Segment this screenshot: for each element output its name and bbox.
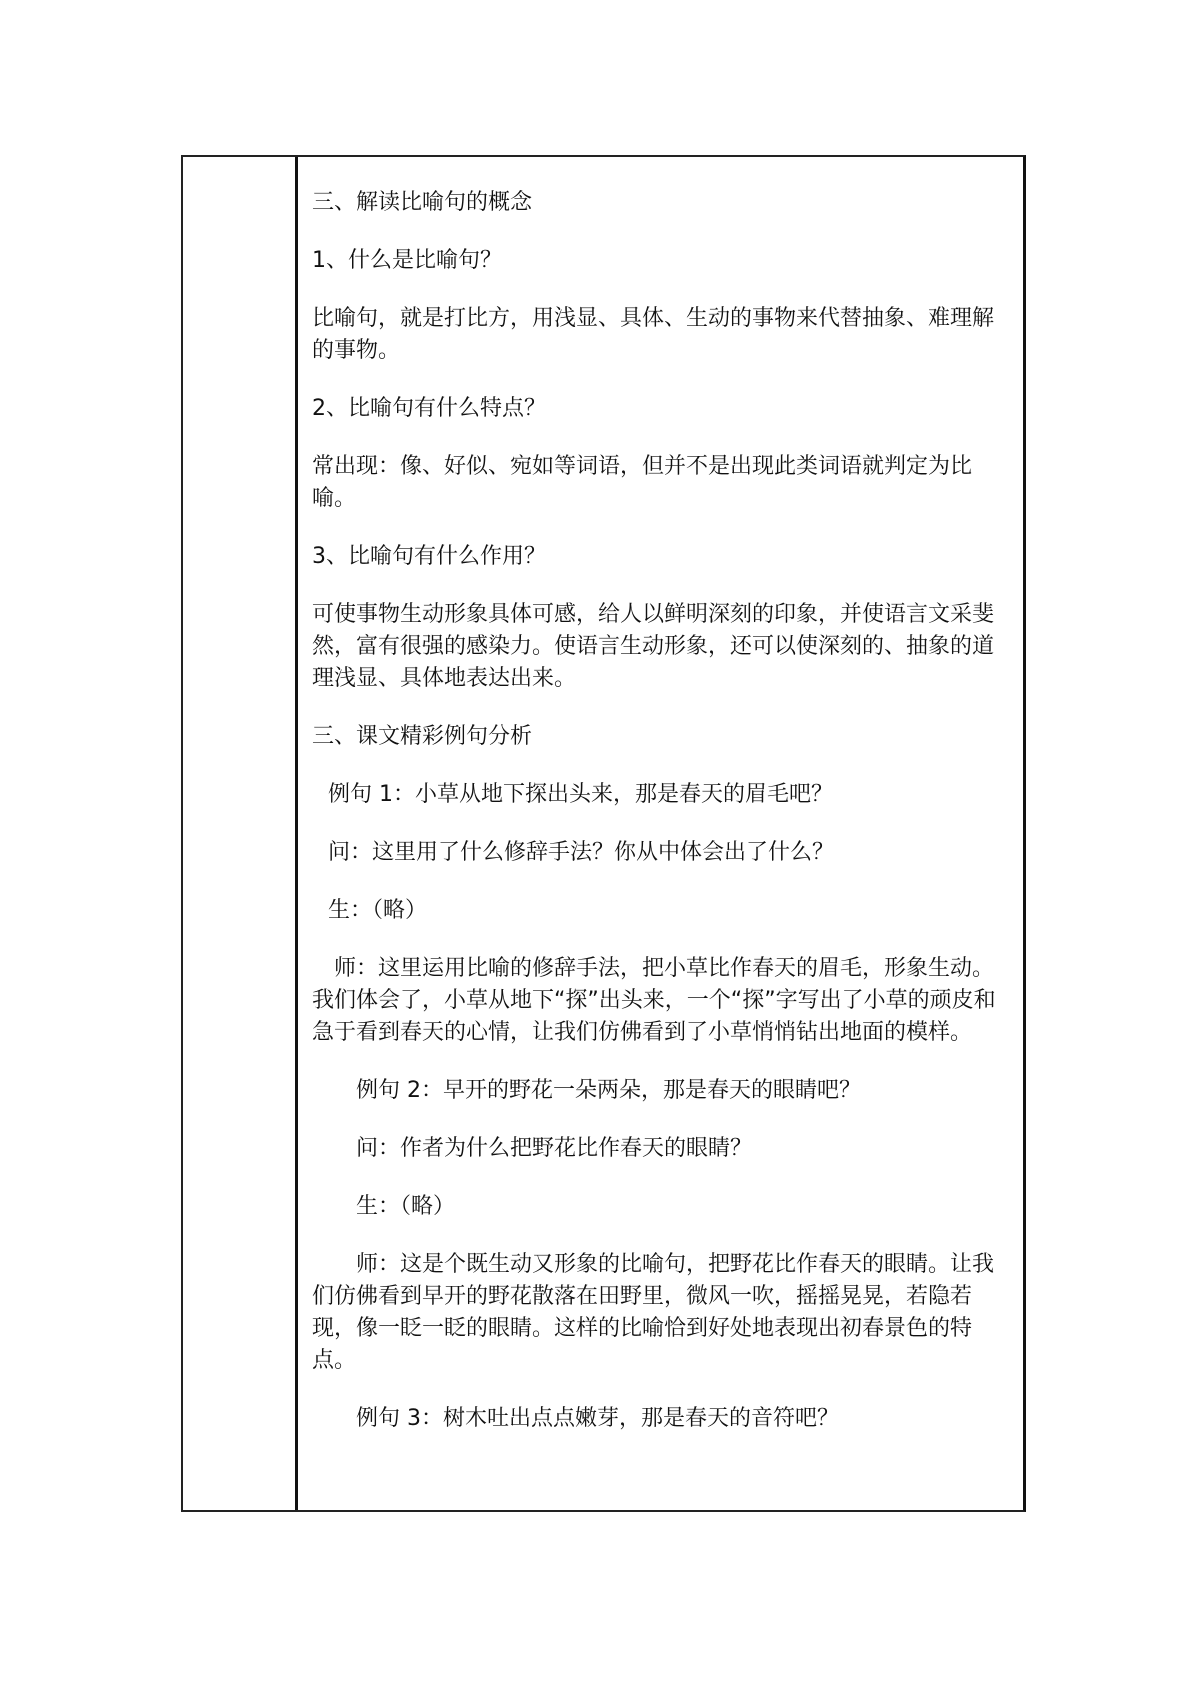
example-1-student: 生：（略） xyxy=(328,898,428,923)
example-1-question: 问：这里用了什么修辞手法？你从中体会出了什么？ xyxy=(328,840,835,865)
question-3: 3、比喻句有什么作用？ xyxy=(312,544,546,569)
question-1: 1、什么是比喻句？ xyxy=(312,248,502,273)
heading-concept: 三、解读比喻句的概念 xyxy=(312,190,533,215)
answer-3: 可使事物生动形象具体可感，给人以鲜明深刻的印象，并使语言文采斐然，富有很强的感染力。使语言生动形象，还可以使深刻的、抽象的道理浅显、具体地表达出来。 xyxy=(312,602,995,691)
example-1: 例句 1：小草从地下探出头来，那是春天的眉毛吧？ xyxy=(328,782,833,807)
lesson-table xyxy=(181,155,1026,1512)
example-1-teacher: 师：这里运用比喻的修辞手法，把小草比作春天的眉毛，形象生动。我们体会了，小草从地下“探”出头来，一个“探”字写出了小草的顽皮和急于看到春天的心情，让我们仿佛看到了小草悄悄钻出地面的模样。 xyxy=(312,956,996,1045)
answer-1: 比喻句，就是打比方，用浅显、具体、生动的事物来代替抽象、难理解的事物。 xyxy=(312,306,995,363)
answer-2: 常出现：像、好似、宛如等词语，但并不是出现此类词语就判定为比喻。 xyxy=(312,454,973,511)
example-2-student: 生：（略） xyxy=(356,1194,456,1219)
table-content-cell xyxy=(312,187,1012,1435)
heading-examples: 三、课文精彩例句分析 xyxy=(312,724,533,749)
example-2-teacher: 师：这是个既生动又形象的比喻句，把野花比作春天的眼睛。让我们仿佛看到早开的野花散落在田野里，微风一吹，摇摇晃晃，若隐若现，像一眨一眨的眼睛。这样的比喻恰到好处地表现出初春景色的特点。 xyxy=(312,1252,995,1373)
table-left-column xyxy=(183,157,298,1510)
example-2: 例句 2：早开的野花一朵两朵，那是春天的眼睛吧？ xyxy=(356,1078,861,1103)
example-2-question: 问：作者为什么把野花比作春天的眼睛？ xyxy=(356,1136,753,1161)
example-3: 例句 3：树木吐出点点嫩芽，那是春天的音符吧？ xyxy=(356,1406,839,1431)
question-2: 2、比喻句有什么特点？ xyxy=(312,396,546,421)
